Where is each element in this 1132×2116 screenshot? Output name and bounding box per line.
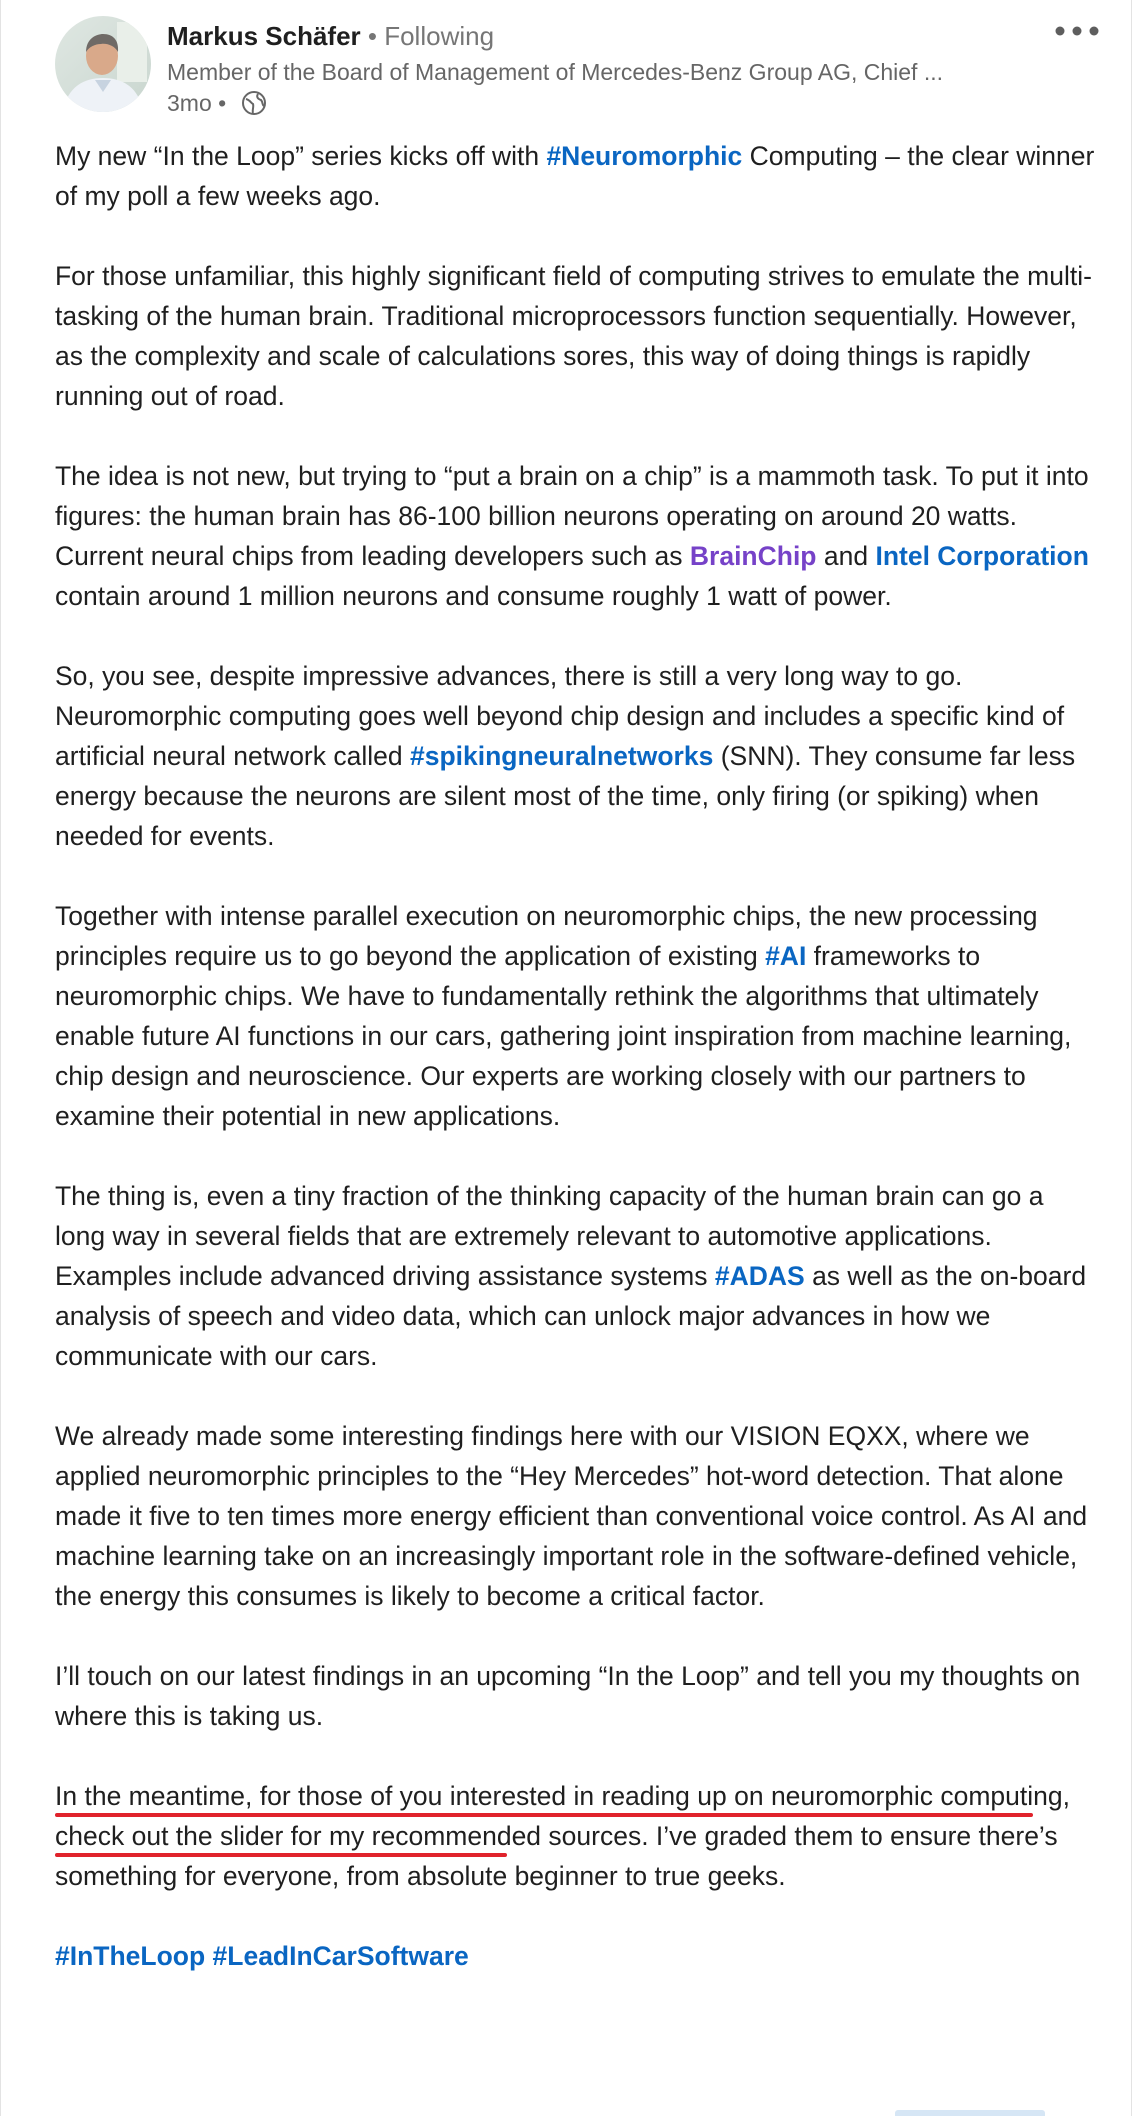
more-horizontal-icon (1054, 25, 1100, 37)
paragraph-intro: My new “In the Loop” series kicks off with #Neuromorphic Computing – the clear winner of my poll a few weeks ago. (55, 141, 1095, 211)
post-hashtags (55, 1936, 1095, 1976)
hashtag-leadincarsoftware[interactable]: #LeadInCarSoftware (212, 1941, 469, 1971)
hashtag-spikingneuralnetworks[interactable]: #spikingneuralnetworks (409, 741, 714, 771)
paragraph-automotive: The thing is, even a tiny fraction of the thinking capacity of the human brain can go a long way in several fields that are extremely relevant to automotive applications. Examples include advanced driving assistance systems #ADAS as well as the on-board analysis of speech and video data, which can unlock major advances in how we communicate with our cars. (55, 1181, 1087, 1371)
slider-preview-edge (895, 2110, 1045, 2116)
author-name[interactable]: Markus Schäfer (167, 21, 361, 51)
post-meta (167, 88, 267, 118)
hashtag-intheloop[interactable]: #InTheLoop (55, 1941, 206, 1971)
paragraph-vision-eqxx: We already made some interesting findings here with our VISION EQXX, where we applied neuromorphic principles to the “Hey Mercedes” hot-word detection. That alone made it five to ten times more energy efficient than conventional voice control. As AI and machine learning take on an increasingly important role in the software-defined vehicle, the energy this consumes is likely to become a critical factor. (55, 1421, 1088, 1611)
paragraph-upcoming: I’ll touch on our latest findings in an upcoming “In the Loop” and tell you my thoughts on where this is taking us. (55, 1661, 1081, 1731)
hashtag-adas[interactable]: #ADAS (714, 1261, 805, 1291)
post-header (1, 0, 1132, 130)
post-body (55, 136, 1095, 1976)
paragraph-sources: In the meantime, for those of you interested in reading up on neuromorphic computing, check out the slider for my recommended sources. I’ve graded them to ensure there’s something for everyone, from absolute beginner to true geeks. (55, 1781, 1070, 1891)
more-options-button[interactable] (1051, 14, 1103, 48)
mention-intel-corporation[interactable]: Intel Corporation (875, 541, 1089, 571)
hashtag-neuromorphic[interactable]: #Neuromorphic (546, 141, 743, 171)
paragraph-definition: For those unfamiliar, this highly significant field of computing strives to emulate the multi-tasking of the human brain. Traditional microprocessors function sequentially. However, as the complexity and scale of calculations sores, this way of doing things is rapidly running out of road. (55, 261, 1092, 411)
avatar-image (55, 16, 151, 112)
hashtag-ai[interactable]: #AI (765, 941, 807, 971)
annotation-underline-line-2 (55, 1853, 507, 1857)
annotation-underline-line-1 (55, 1813, 1033, 1817)
paragraph-snn: So, you see, despite impressive advances, there is still a very long way to go. Neuromorphic computing goes well beyond chip design and includes a specific kind of artificial neural network called #spikingneuralnetworks (SNN). They consume far less energy because the neurons are silent most of the time, only firing (or spiking) when needed for events. (55, 661, 1076, 851)
mention-brainchip[interactable]: BrainChip (689, 541, 817, 571)
post-time: 3mo (167, 90, 212, 116)
author-line (167, 18, 494, 54)
globe-icon (241, 90, 267, 116)
paragraph-parallel: Together with intense parallel execution on neuromorphic chips, the new processing principles require us to go beyond the application of existing #AI frameworks to neuromorphic chips. We have to fundamentally rethink the algorithms that ultimately enable future AI functions in our cars, gathering joint inspiration from machine learning, chip design and neuroscience. Our experts are working closely with our partners to examine their potential in new applications. (55, 901, 1072, 1131)
follow-separator: • (360, 21, 385, 51)
author-headline: Member of the Board of Management of Mercedes-Benz Group AG, Chief ... (167, 59, 943, 85)
follow-status[interactable]: Following (384, 21, 495, 51)
meta-separator: • (211, 90, 233, 116)
paragraph-figures: The idea is not new, but trying to “put a brain on a chip” is a mammoth task. To put it into figures: the human brain has 86-100 billion neurons operating on around 20 watts. Current neural chips from leading developers such as BrainChip and Intel Corporation contain around 1 million neurons and consume roughly 1 watt of power. (55, 461, 1089, 611)
avatar[interactable] (55, 16, 151, 112)
